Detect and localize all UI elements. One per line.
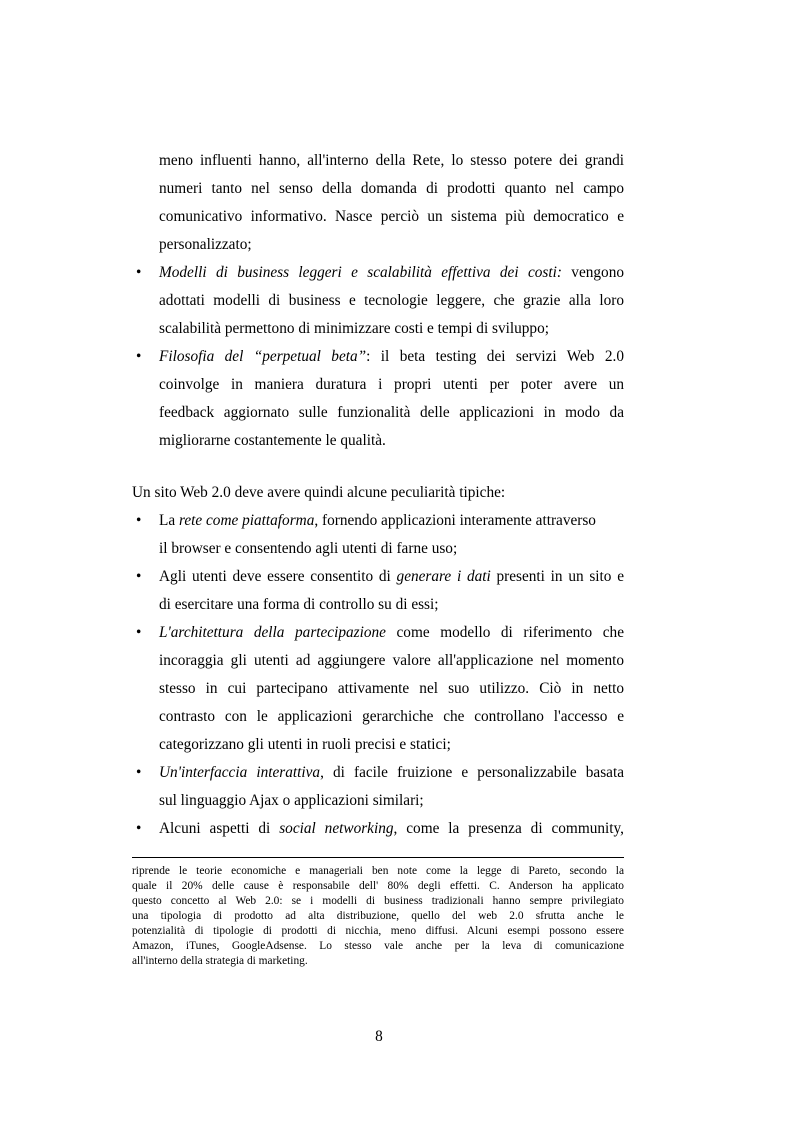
bullet-icon: • — [136, 624, 142, 641]
emphasis-text: generare i dati — [396, 568, 491, 585]
text-line: personalizzato; — [159, 236, 252, 253]
bullet-icon: • — [136, 568, 142, 585]
text-line: adottati modelli di business e tecnologie leggere, che grazie alla loro — [159, 292, 624, 309]
bullet-list-features — [132, 507, 624, 843]
text-line: comunicativo informativo. Nasce perciò un sistema più democratico e — [159, 208, 624, 225]
text-line: sul linguaggio Ajax o applicazioni similari; — [159, 792, 424, 809]
paragraph: Un sito Web 2.0 deve avere quindi alcune peculiarità tipiche: — [132, 484, 506, 501]
bullet-icon: • — [136, 348, 142, 365]
footnote-line: questo concetto al Web 2.0: se i modelli di business tradizionali hanno sempre privilegiato — [132, 895, 624, 907]
list-item: • Alcuni aspetti di social networking, come la presenza di community, — [132, 815, 624, 843]
bullet-icon: • — [136, 820, 142, 837]
bullet-list-top — [132, 147, 624, 455]
list-item: • La rete come piattaforma, fornendo applicazioni interamente attraverso — [132, 507, 624, 535]
list-item: • L'architettura della partecipazione come modello di riferimento che — [132, 619, 624, 647]
list-item: • Modelli di business leggeri e scalabilità effettiva dei costi: vengono — [132, 259, 624, 287]
list-item: • Filosofia del “perpetual beta”: il beta testing dei servizi Web 2.0 — [132, 343, 624, 371]
text-line: il browser e consentendo agli utenti di farne uso; — [159, 540, 458, 557]
footnote-line: una tipologia di prodotto ad alta distribuzione, quello del web 2.0 sfrutta anche le — [132, 910, 624, 922]
text-line: di esercitare una forma di controllo su di essi; — [159, 596, 439, 613]
text-line: categorizzano gli utenti in ruoli precisi e statici; — [159, 736, 451, 753]
bullet-icon: • — [136, 512, 142, 529]
list-item: • Agli utenti deve essere consentito di generare i dati presenti in un sito e — [132, 563, 624, 591]
bullet-icon: • — [136, 764, 142, 781]
list-item: • Un'interfaccia interattiva, di facile fruizione e personalizzabile basata — [132, 759, 624, 787]
footnote-line: riprende le teorie economiche e manageriali ben note come la legge di Pareto, secondo la — [132, 865, 624, 877]
page-number: 8 — [375, 1028, 383, 1045]
bullet-icon: • — [136, 264, 142, 281]
text-line: scalabilità permettono di minimizzare costi e tempi di sviluppo; — [159, 320, 549, 337]
text-line: stesso in cui partecipano attivamente nel suo utilizzo. Ciò in netto — [159, 680, 624, 697]
text-line: feedback aggiornato sulle funzionalità delle applicazioni in modo da — [159, 404, 624, 421]
footnote-line: quale il 20% delle cause è responsabile dell' 80% degli effetti. C. Anderson ha applicato — [132, 880, 624, 892]
footnote — [132, 864, 624, 969]
footnote-line: Amazon, iTunes, GoogleAdsense. Lo stesso vale anche per la leva di comunicazione — [132, 940, 624, 952]
footnote-line: potenzialità di tipologie di prodotti di nicchia, meno diffusi. Alcuni esempi possono essere — [132, 925, 624, 937]
text-line: coinvolge in maniera duratura i propri utenti per poter avere un — [159, 376, 624, 393]
text-line: meno influenti hanno, all'interno della Rete, lo stesso potere dei grandi — [159, 152, 624, 169]
emphasis-text: Modelli di business leggeri e scalabilità effettiva dei costi: — [159, 264, 562, 281]
text-line: numeri tanto nel senso della domanda di prodotti quanto nel campo — [159, 180, 624, 197]
section-intro — [132, 479, 624, 507]
text-line: contrasto con le applicazioni gerarchiche che controllano l'accesso e — [159, 708, 624, 725]
text-line: incoraggia gli utenti ad aggiungere valore all'applicazione nel momento — [159, 652, 624, 669]
footnote-separator — [132, 857, 624, 858]
footnote-line: all'interno della strategia di marketing. — [132, 955, 308, 967]
emphasis-text: rete come piattaforma — [178, 512, 315, 529]
text-line: migliorarne costantemente le qualità. — [159, 432, 386, 449]
emphasis-text: L'architettura della partecipazione — [159, 624, 386, 641]
emphasis-text: Un'interfaccia interattiva — [159, 764, 321, 781]
emphasis-text: social networking — [279, 820, 394, 837]
emphasis-text: Filosofia del “perpetual beta” — [159, 348, 367, 365]
